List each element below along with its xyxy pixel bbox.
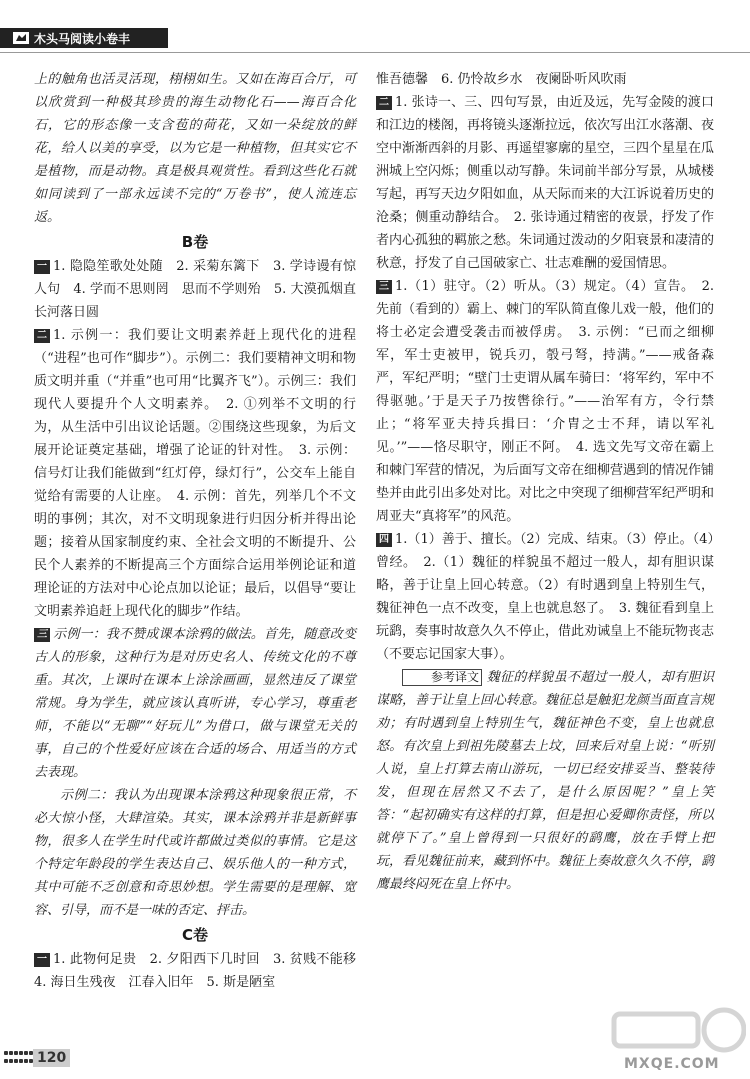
right-column — [376, 68, 714, 896]
section-b1 — [34, 255, 370, 324]
section-b3-example-two: 示例二：我认为出现课本涂鸦这种现象很正常，不必大惊小怪，大肆渲染。其实，课本涂鸦并非是新鲜事物，很多人在学生时代或许都做过类似的事情。它是这个特定年龄段的学生表达自己、娱乐他人的一种方式，其中可能不乏创意和奇思妙想。学生需要的是理解、宽容、引导，而不是一味的否定、抨击。 — [34, 788, 356, 918]
section-number-badge: 四 — [376, 533, 392, 547]
header-title: 木头马阅读小卷丰 — [34, 31, 131, 46]
section-number-badge: 二 — [376, 96, 392, 110]
section-number-badge: 一 — [34, 260, 50, 274]
horse-logo-icon — [12, 30, 30, 46]
continued-line: 惟吾德馨 6. 仍怜故乡水 夜阑卧听风吹雨 — [376, 72, 627, 87]
section-r2 — [376, 91, 714, 275]
section-c1 — [34, 948, 370, 994]
section-r3 — [376, 275, 714, 528]
section-b3 — [34, 623, 356, 784]
section-b3-text: 示例一：我不赞成课本涂鸦的做法。首先，随意改变古人的形象，这种行为是对历史名人、传统文化的不尊重。其次，上课时在课本上涂涂画画，显然违反了课堂常规。身为学生，就应该认真听讲，专心学习，尊重老师，不能以“无聊”“好玩儿”为借口，做与课堂无关的事，自己的个性爱好应该在合适的场合、用适当的方式去表现。 — [34, 627, 356, 780]
watermark-text: MXQE.COM — [624, 1056, 720, 1072]
section-b2-text: 1. 示例一：我们要让文明素养赶上现代化的进程（“进程”也可作“脚步”）。示例二：我们要精神文明和物质文明并重（“并重”也可用“比翼齐飞”）。示例三：我们现代人要提升个人文明素养。 2. ①列举不文明的行为，从生活中引出议论话题。②围绕这些现象，为后文展开论证奠定基础，增强了论证的针对性。 3. 示例：信号灯让我们能做到“红灯停，绿灯行”，公交车上能自觉给有需要的人让座。 4. 示例：首先，列举几个不文明的事例；其次，对不文明现象进行归因分析并得出论题；接着从国家制度约束、全社会文明的不断提升、公民个人素养的不断提高三个方面综合运用举例论证和道理论证的方法对中心论点加以论证；最后，以倡导“要让文明素养追赶上现代化的脚步”作结。 — [34, 328, 356, 619]
header-divider — [0, 52, 750, 53]
volume-c-title: C卷 — [181, 926, 208, 944]
section-r2-text: 1. 张诗一、三、四句写景，由近及远，先写金陵的渡口和江边的楼阁，再将镜头逐渐拉远，依次写出江水落潮、夜空中渐渐西斜的月影、再遥望寥廓的星空，三四个星星在瓜洲城上空闪烁；侧重以动写静。朱词前半部分写景，从城楼写起，再写天边夕阳如血，从天际而来的大江诉说着历史的沧桑；侧重动静结合。 2. 张诗通过精密的夜景，抒发了作者内心孤独的羁旅之愁。朱词通过泼动的夕阳衰景和凄清的秋意，抒发了自己国破家亡、壮志难酬的爱国情思。 — [376, 95, 715, 271]
book-header — [0, 28, 168, 48]
intro-paragraph: 上的触角也活灵活现，栩栩如生。又如在海百合厅，可以欣赏到一种极其珍贵的海生动物化石——海百合化石，它的形态像一支含苞的荷花，又如一朵绽放的鲜花，给人以美的享受，以为它是一种植物，但其实它不是植物，而是动物。真是极具观赏性。看到这些化石就如同读到了一部永远读不完的“万卷书”，使人流连忘返。 — [34, 72, 356, 225]
reference-label: 参考译文 — [402, 669, 482, 686]
reference-text: 魏征的样貌虽不超过一般人，却有胆识谋略，善于让皇上回心转意。魏征总是触犯龙颜当面直言规劝；有时遇到皇上特别生气，魏征神色不变，皇上也就息怒。有次皇上到祖先陵墓去上坟，回来后对皇上说：“听别人说，皇上打算去南山游玩，一切已经安排妥当、整装待发，但现在居然又不去了，是什么原因呢？”皇上笑答：“起初确实有这样的打算，但是担心爱卿你责怪，所以就停下了。”皇上曾得到一只很好的鹞鹰，放在手臂上把玩，看见魏征前来，藏到怀中。魏征上奏故意久久不停，鹞鹰最终闷死在皇上怀中。 — [376, 670, 715, 892]
left-column — [34, 68, 370, 994]
section-number-badge: 一 — [34, 953, 50, 967]
volume-b-title: B卷 — [181, 233, 209, 251]
section-number-badge: 二 — [34, 329, 50, 343]
section-b2 — [34, 324, 356, 623]
page-number: 120 — [33, 1049, 70, 1067]
section-c1-text: 1. 此物何足贵 2. 夕阳西下几时回 3. 贫贱不能移 4. 海日生残夜 江春入旧年 5. 斯是陋室 — [34, 952, 370, 990]
reference-translation — [376, 666, 714, 896]
section-number-badge: 三 — [376, 280, 392, 294]
section-b1-text: 1. 隐隐笙歌处处随 2. 采菊东篱下 3. 学诗谩有惊人句 4. 学而不思则罔 思而不学则殆 5. 大漠孤烟直 长河落日圆 — [34, 259, 370, 320]
section-r3-text: 1.（1）驻守。（2）听从。（3）规定。（4）宣告。 2. 先前（看到的）霸上、棘门的军队简直像儿戏一般，他们的将士必定会遭受袭击而被俘虏。 3. 示例：“已而之细柳军，军士吏被甲，锐兵刃，彀弓弩，持满。”——戒备森严，军纪严明；“壁门士吏谓从属车骑曰：‘将军约，军中不得驱驰。’于是天子乃按辔徐行。”——治军有方，令行禁止；“将军亚夫持兵揖曰：‘介胄之士不拜，请以军礼见。’”——恪尽职守，刚正不阿。 4. 选文先写文帝在霸上和棘门军营的情况，为后面写文帝在细柳营遇到的情况作铺垫并由此引出多处对比。对比之中突现了细柳营军纪严明和周亚夫“真将军”的风范。 — [376, 279, 715, 524]
page-number-block — [0, 1048, 67, 1068]
section-number-badge: 三 — [34, 628, 50, 642]
section-r4 — [376, 528, 714, 666]
dot-pattern-icon — [4, 1051, 33, 1065]
section-r4-text: 1.（1）善于、擅长。（2）完成、结束。（3）停止。（4）曾经。 2.（1）魏征的样貌虽不超过一般人，却有胆识谋略，善于让皇上回心转意。（2）有时遇到皇上特别生气，魏征神色一点不改变，皇上也就息怒了。 3. 魏征看到皇上玩鹞，奏事时故意久久不停止，借此劝诫皇上不能玩物丧志（不要忘记国家大事）。 — [376, 532, 715, 662]
